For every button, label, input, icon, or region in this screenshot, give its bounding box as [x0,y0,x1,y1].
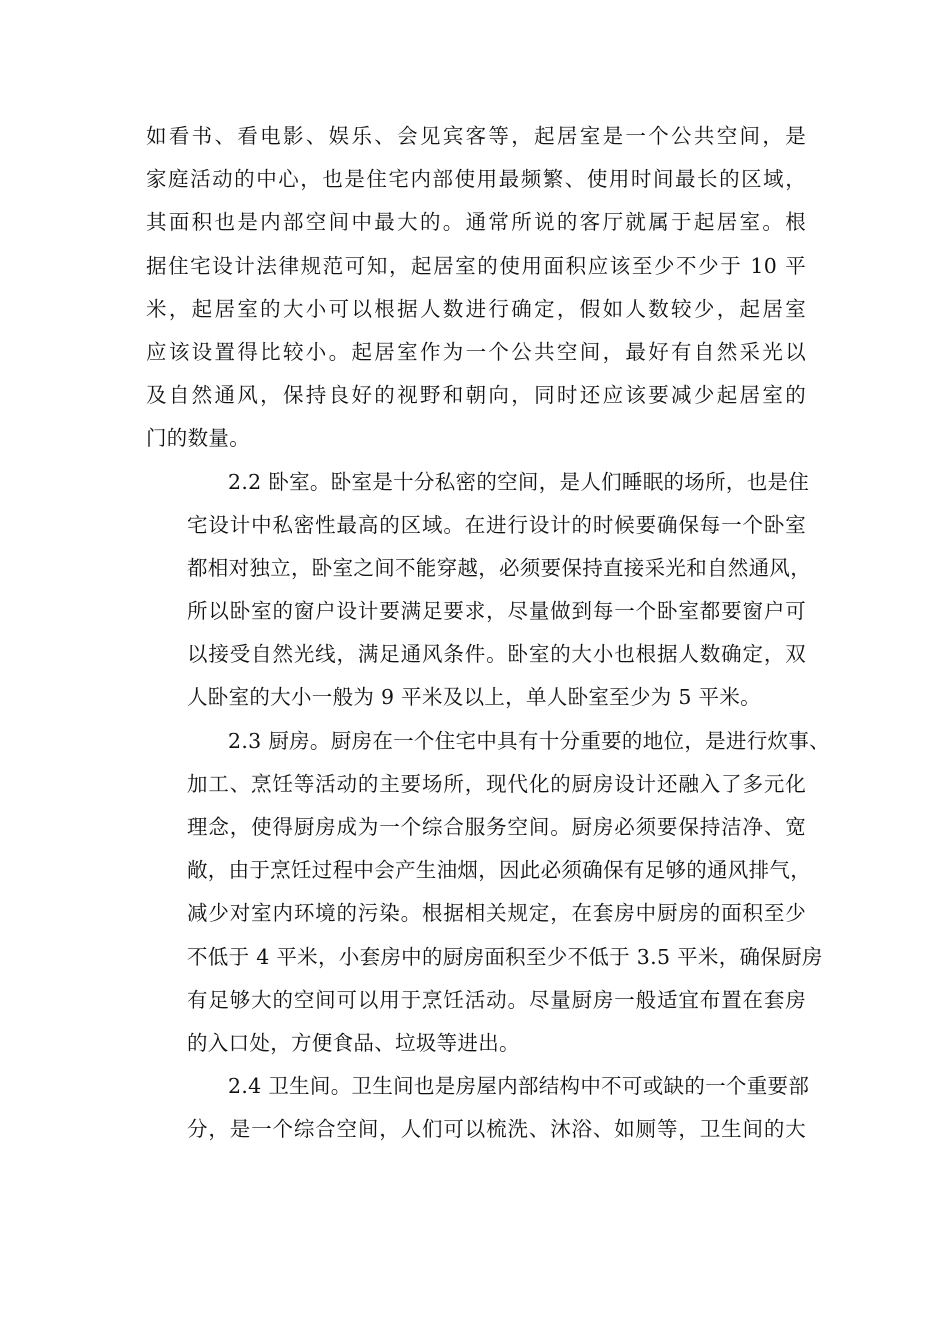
text-line: 宅设计中私密性最高的区域。在进行设计的时候要确保每一个卧室 [187,512,806,537]
text-line: 据住宅设计法律规范可知，起居室的使用面积应该至少不少于 10 平 [146,253,806,278]
text-line: 家庭活动的中心，也是住宅内部使用最频繁、使用时间最长的区域， [146,167,806,192]
text-line: 2.4 卫生间。卫生间也是房屋内部结构中不可或缺的一个重要部 [228,1074,810,1099]
text-line: 有足够大的空间可以用于烹饪活动。尽量厨房一般适宜布置在套房 [187,987,806,1012]
text-line: 理念，使得厨房成为一个综合服务空间。厨房必须要保持洁净、宽 [187,815,806,839]
text-line: 的入口处，方便食品、垃圾等进出。 [187,1030,520,1055]
text-line: 如看书、看电影、娱乐、会见宾客等，起居室是一个公共空间，是 [146,124,806,148]
text-line: 分，是一个综合空间，人们可以梳洗、沐浴、如厕等，卫生间的大 [187,1117,806,1142]
text-line: 其面积也是内部空间中最大的。通常所说的客厅就属于起居室。根 [146,210,806,235]
text-line: 不低于 4 平米，小套房中的厨房面积至少不低于 3.5 平米，确保厨房 [187,944,823,969]
text-line: 都相对独立，卧室之间不能穿越，必须要保持直接采光和自然通风， [187,555,811,580]
paragraph-bedroom [146,461,811,720]
paragraph-bathroom [146,1065,810,1151]
text-line: 所以卧室的窗户设计要满足要求，尽量做到每一个卧室都要窗户可 [187,599,806,624]
document-page [146,115,830,1152]
text-line: 2.2 卧室。卧室是十分私密的空间，是人们睡眠的场所，也是住 [228,469,810,494]
text-line: 米，起居室的大小可以根据人数进行确定，假如人数较少，起居室 [146,296,806,321]
text-line: 应该设置得比较小。起居室作为一个公共空间，最好有自然采光以 [146,339,806,364]
text-line: 敞，由于烹饪过程中会产生油烟，因此必须确保有足够的通风排气， [187,858,811,883]
text-line: 加工、烹饪等活动的主要场所，现代化的厨房设计还融入了多元化 [187,771,806,796]
text-line: 及自然通风，保持良好的视野和朝向，同时还应该要减少起居室的 [146,383,806,408]
text-line: 人卧室的大小一般为 9 平米及以上，单人卧室至少为 5 平米。 [187,685,761,710]
paragraph-living-room [146,115,806,461]
text-line: 以接受自然光线，满足通风条件。卧室的大小也根据人数确定，双 [187,642,806,667]
text-line: 2.3 厨房。厨房在一个住宅中具有十分重要的地位，是进行炊事、 [228,728,830,753]
text-line: 门的数量。 [146,426,250,451]
paragraph-kitchen [146,720,830,1066]
text-line: 减少对室内环境的污染。根据相关规定，在套房中厨房的面积至少 [187,901,806,926]
